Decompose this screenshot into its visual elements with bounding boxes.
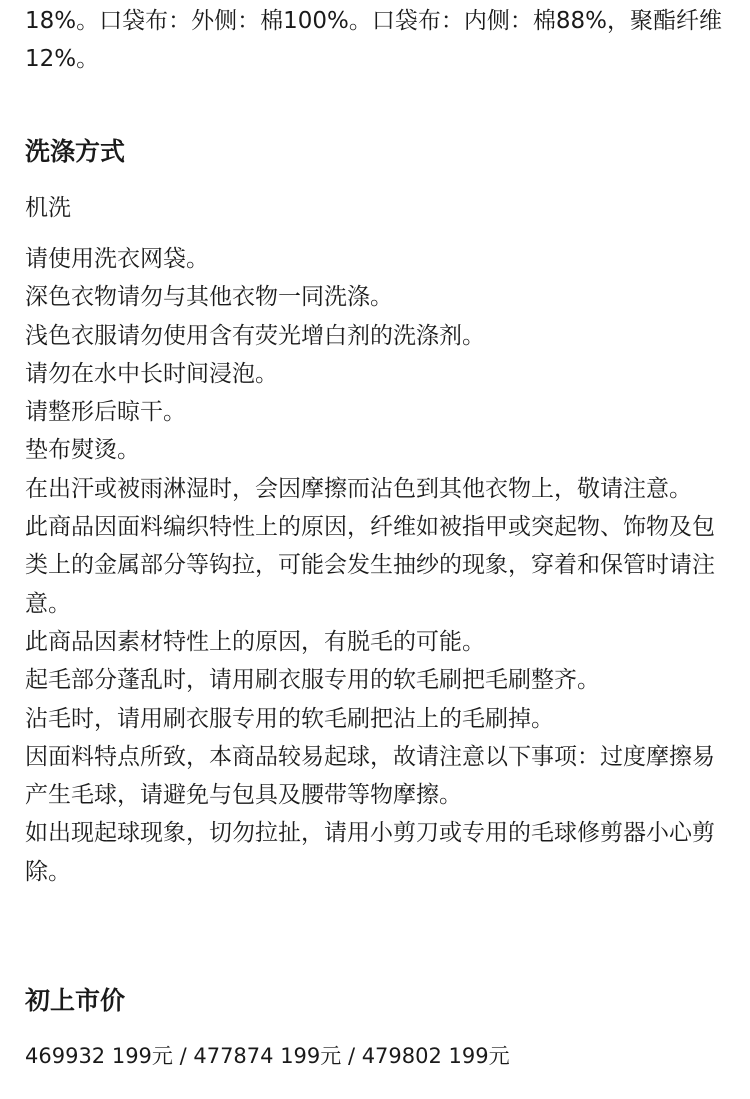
washing-instruction: 请整形后晾干。	[25, 399, 186, 426]
washing-instruction: 深色衣物请勿与其他衣物一同洗涤。	[25, 284, 393, 311]
washing-instruction: 此商品因面料编织特性上的原因，纤维如被指甲或突起物、饰物及包类上的金属部分等钩拉，可能会发生抽纱的现象，穿着和保管时请注意。	[25, 514, 715, 617]
washing-instruction: 垫布熨烫。	[25, 437, 140, 464]
washing-instruction: 因面料特点所致，本商品较易起球，故请注意以下事项：过度摩擦易产生毛球，请避免与包具及腰带等物摩擦。	[25, 743, 715, 809]
washing-mode: 机洗	[25, 195, 71, 221]
washing-section-title: 洗涤方式	[25, 137, 126, 166]
washing-instruction: 浅色衣服请勿使用含有荧光增白剂的洗涤剂。	[25, 322, 485, 349]
washing-instruction: 沾毛时，请用刷衣服专用的软毛刷把沾上的毛刷掉。	[25, 705, 554, 732]
initial-price-text: 469932 199元 / 477874 199元 / 479802 199元	[25, 1044, 510, 1068]
washing-instructions-list	[25, 240, 728, 891]
washing-instruction: 如出现起球现象，切勿拉扯，请用小剪刀或专用的毛球修剪器小心剪除。	[25, 820, 715, 885]
washing-instruction: 在出汗或被雨淋湿时，会因摩擦而沾色到其他衣物上，敬请注意。	[25, 475, 692, 502]
washing-instruction: 请使用洗衣网袋。	[25, 246, 209, 272]
washing-instruction: 起毛部分蓬乱时，请用刷衣服专用的软毛刷把毛刷整齐。	[25, 667, 600, 694]
washing-instruction: 此商品因素材特性上的原因，有脱毛的可能。	[25, 628, 485, 655]
material-composition-text: 18%。口袋布：外侧：棉100%。口袋布：内侧：棉88%，聚酯纤维12%。	[25, 8, 722, 72]
price-section-title: 初上市价	[25, 986, 126, 1015]
washing-instruction: 请勿在水中长时间浸泡。	[25, 360, 278, 387]
